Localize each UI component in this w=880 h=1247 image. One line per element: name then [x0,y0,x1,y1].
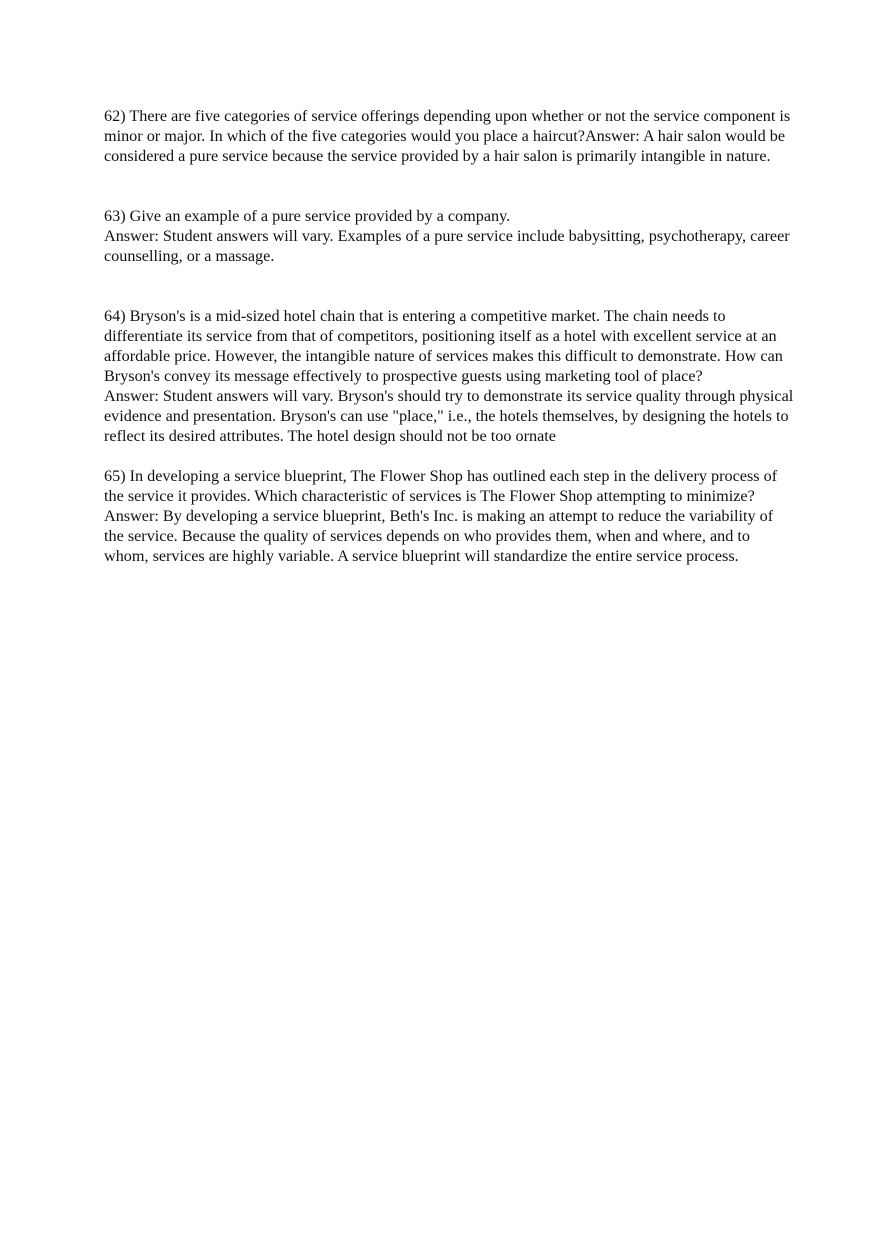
question-64-text: 64) Bryson's is a mid-sized hotel chain that is entering a competitive market. The chain needs to differentiate its service from that of competitors, positioning itself as a hotel with excellent service at an affordable price. However, the intangible nature of services makes this difficult to demonstrate. How can Bryson's convey its message effectively to prospective guests using marketing tool of place? [104,307,783,385]
answer-64-text: Answer: Student answers will vary. Bryson's should try to demonstrate its service quality through physical evidence and presentation. Bryson's can use "place," i.e., the hotels themselves, by designing the hotels to reflect its desired attributes. The hotel design should not be too ornate [104,387,794,445]
question-62-text: 62) There are five categories of service offerings depending upon whether or not the service component is minor or major. In which of the five categories would you place a haircut?Answer: A hair salon would be considered a pure service because the service provided by a hair salon is primarily intangible in nature. [104,107,791,165]
question-block-65 [104,466,794,566]
question-block-64 [104,306,794,446]
document-body [104,106,794,566]
answer-65-text: Answer: By developing a service blueprint, Beth's Inc. is making an attempt to reduce the variability of the service. Because the quality of services depends on who provides them, when and where, and to whom, services are highly variable. A service blueprint will standardize the entire service process. [104,507,774,565]
question-block-63 [104,206,794,266]
question-65-text: 65) In developing a service blueprint, The Flower Shop has outlined each step in the delivery process of the service it provides. Which characteristic of services is The Flower Shop attempting to minimize? [104,467,778,505]
answer-63-text: Answer: Student answers will vary. Examples of a pure service include babysitting, psychotherapy, career counselling, or a massage. [104,227,790,265]
question-block-62 [104,106,794,166]
question-63-text: 63) Give an example of a pure service provided by a company. [104,207,511,225]
